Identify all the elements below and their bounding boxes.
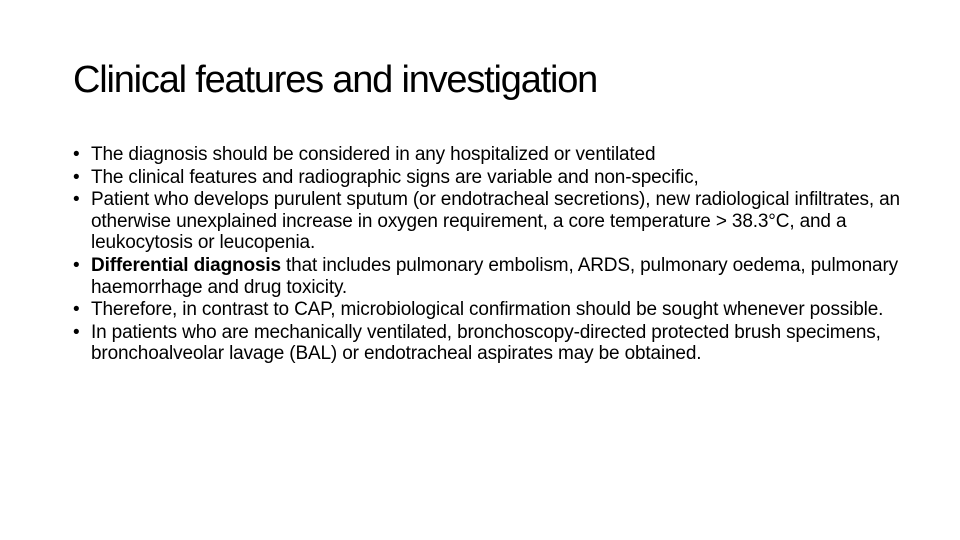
bullet-item: [70, 144, 900, 166]
bullet-text: Therefore, in contrast to CAP, microbiological confirmation should be sought whenever possible.: [91, 299, 884, 321]
bullet-text: The diagnosis should be considered in any hospitalized or ventilated: [91, 144, 656, 165]
bullet-item: [70, 189, 900, 254]
bullet-text: that includes pulmonary embolism, ARDS, pulmonary oedema, pulmonary haemorrhage and drug toxicity.: [91, 254, 899, 298]
bullet-item: [70, 322, 900, 365]
bullet-dot-icon: •: [73, 321, 80, 343]
bullet-item: [70, 167, 900, 189]
bullet-text: In patients who are mechanically ventilated, bronchoscopy-directed protected brush specimens, bronchoalveolar lavage (BAL) or endotracheal aspirates may be obtained.: [91, 321, 881, 365]
bullet-list: [70, 144, 900, 366]
bullet-item: [70, 299, 900, 321]
bullet-bold-term: Differential diagnosis: [91, 254, 281, 276]
bullet-text: The clinical features and radiographic signs are variable and non-specific,: [91, 166, 699, 188]
slide-title: Clinical features and investigation: [73, 59, 598, 101]
bullet-dot-icon: •: [73, 189, 80, 211]
bullet-dot-icon: •: [73, 144, 80, 165]
bullet-dot-icon: •: [73, 299, 80, 321]
bullet-dot-icon: •: [73, 254, 80, 276]
bullet-text: Patient who develops purulent sputum (or endotracheal secretions), new radiological infiltrates, an otherwise unexplained increase in oxygen requirement, a core temperature > 38.3°C, and a leukocytosis or leucopenia.: [91, 189, 900, 254]
bullet-item: [70, 255, 900, 298]
bullet-dot-icon: •: [73, 166, 80, 188]
